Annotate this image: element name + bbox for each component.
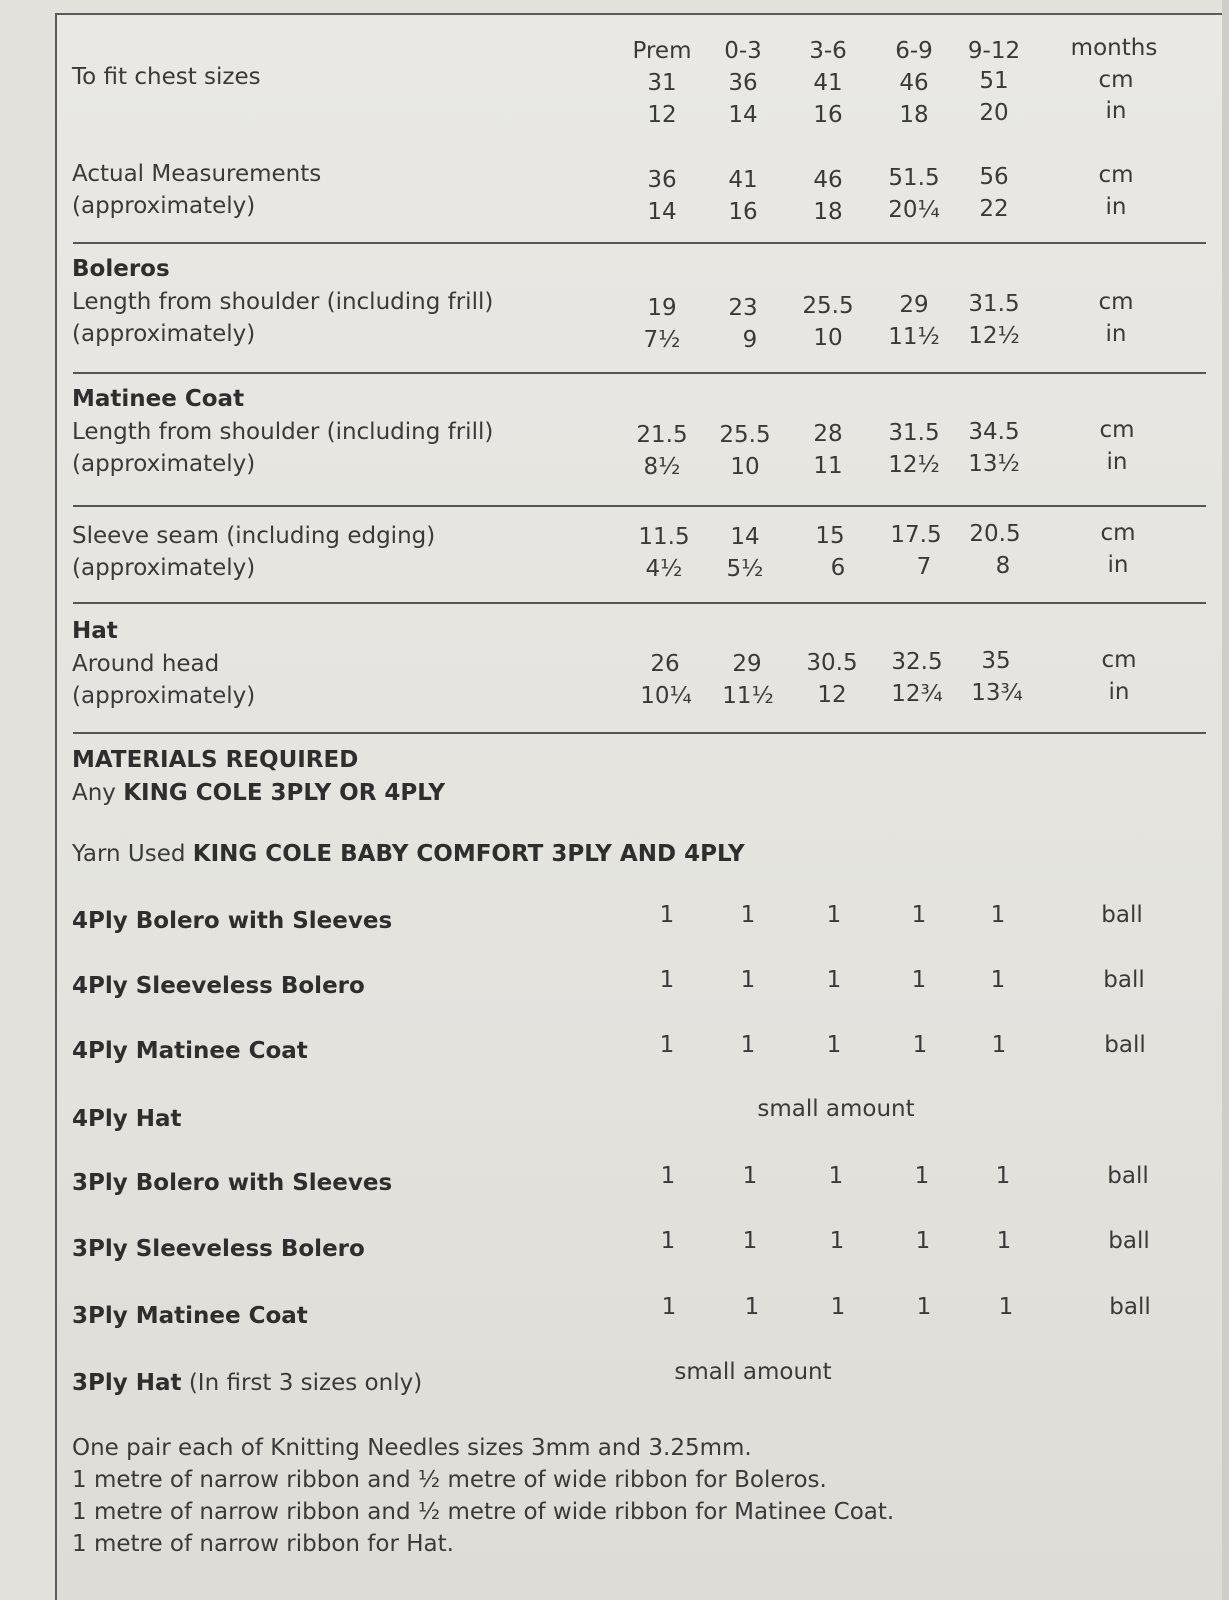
- boleros-title: Boleros: [72, 256, 170, 282]
- hat-cm: 32.5: [891, 649, 943, 675]
- actual-label: Actual Measurements: [72, 161, 322, 187]
- unit-cm: cm: [1098, 162, 1134, 188]
- materials-heading: MATERIALS REQUIRED: [72, 747, 359, 773]
- chest-in: 14: [728, 102, 758, 128]
- material-qty: 1: [911, 902, 927, 928]
- sleeve-cm: 17.5: [890, 522, 942, 548]
- hat-cm: 29: [732, 651, 762, 677]
- material-qty: 1: [990, 967, 1006, 993]
- material-qty: 1: [660, 1228, 676, 1254]
- divider: [73, 242, 1206, 244]
- material-name: 4Ply Sleeveless Bolero: [72, 973, 365, 999]
- unit-cm: cm: [1099, 417, 1135, 443]
- chest-cm: 36: [728, 70, 758, 96]
- sleeve-cm: 20.5: [969, 521, 1021, 547]
- material-name: 4Ply Bolero with Sleeves: [72, 908, 393, 934]
- chest-cm: 41: [813, 70, 843, 96]
- material-qty: 1: [740, 902, 756, 928]
- material-qty: 1: [659, 902, 675, 928]
- matinee-cm: 31.5: [888, 420, 940, 446]
- actual-cm: 51.5: [888, 165, 940, 191]
- material-qty: 1: [991, 1032, 1007, 1058]
- unit-cm: cm: [1098, 67, 1134, 93]
- chest-cm: 51: [979, 68, 1009, 94]
- yarn-prefix: Yarn Used: [72, 841, 193, 867]
- size-header: 3-6: [809, 38, 847, 64]
- material-unit: ball: [1103, 967, 1145, 993]
- sleeve-label: Sleeve seam (including edging): [72, 523, 436, 549]
- hat-title: Hat: [72, 618, 118, 644]
- note-line: 1 metre of narrow ribbon for Hat.: [72, 1531, 454, 1557]
- approx-label: (approximately): [72, 451, 256, 477]
- chest-in: 20: [979, 100, 1009, 126]
- approx-label: (approximately): [72, 683, 256, 709]
- chest-label: To fit chest sizes: [72, 64, 261, 90]
- unit-cm: cm: [1098, 289, 1134, 315]
- size-header: 0-3: [724, 38, 762, 64]
- matinee-cm: 21.5: [636, 422, 688, 448]
- hat-in: 12: [817, 682, 847, 708]
- unit-in: in: [1105, 321, 1127, 347]
- material-qty: 1: [826, 967, 842, 993]
- material-qty: 1: [659, 1032, 675, 1058]
- boleros-label: Length from shoulder (including frill): [72, 289, 494, 315]
- material-qty: 1: [998, 1294, 1014, 1320]
- sleeve-cm: 14: [730, 524, 760, 550]
- material-qty: 1: [990, 902, 1006, 928]
- material-qty: 1: [915, 1228, 931, 1254]
- matinee-in: 10: [730, 454, 760, 480]
- material-amount: small amount: [757, 1096, 915, 1122]
- material-qty: 1: [659, 967, 675, 993]
- actual-cm: 46: [813, 167, 843, 193]
- material-qty: 1: [829, 1228, 845, 1254]
- boleros-cm: 29: [899, 292, 929, 318]
- divider: [73, 732, 1206, 734]
- size-header: 9-12: [967, 38, 1021, 64]
- actual-cm: 36: [647, 167, 677, 193]
- note-line: 1 metre of narrow ribbon and ½ metre of wide ribbon for Matinee Coat.: [72, 1499, 895, 1525]
- material-name: 3Ply Hat: [72, 1370, 182, 1396]
- material-qty: 1: [661, 1294, 677, 1320]
- material-qty: 1: [740, 967, 756, 993]
- matinee-in: 11: [813, 453, 843, 479]
- material-note: (In first 3 sizes only): [181, 1370, 423, 1396]
- divider: [73, 505, 1206, 507]
- any-yarn-brand: KING COLE 3PLY OR 4PLY: [123, 780, 446, 806]
- note-line: One pair each of Knitting Needles sizes 3mm and 3.25mm.: [72, 1435, 752, 1461]
- chest-cm: 31: [647, 70, 677, 96]
- material-qty: 1: [914, 1163, 930, 1189]
- hat-in: 10¼: [640, 683, 692, 709]
- note-line: 1 metre of narrow ribbon and ½ metre of wide ribbon for Boleros.: [72, 1467, 827, 1493]
- material-unit: ball: [1101, 902, 1143, 928]
- material-name: 3Ply Bolero with Sleeves: [72, 1170, 393, 1196]
- actual-in: 18: [813, 199, 843, 225]
- matinee-label: Length from shoulder (including frill): [72, 419, 494, 445]
- divider: [73, 602, 1206, 604]
- sleeve-in: 5½: [726, 556, 764, 582]
- sleeve-in: 4½: [645, 556, 683, 582]
- material-qty: 1: [916, 1294, 932, 1320]
- actual-cm: 41: [728, 167, 758, 193]
- size-header: Prem: [632, 38, 692, 64]
- actual-cm: 56: [979, 164, 1009, 190]
- material-amount: small amount: [674, 1359, 832, 1385]
- hat-cm: 30.5: [806, 650, 858, 676]
- sleeve-in: 7: [916, 554, 932, 580]
- hat-in: 11½: [722, 683, 774, 709]
- chest-in: 18: [899, 102, 929, 128]
- chest-cm: 46: [899, 70, 929, 96]
- size-header: 6-9: [895, 38, 933, 64]
- approx-label: (approximately): [72, 555, 256, 581]
- unit-in: in: [1105, 194, 1127, 220]
- hat-cm: 26: [650, 651, 680, 677]
- material-qty: 1: [742, 1228, 758, 1254]
- hat-in: 13¾: [971, 680, 1023, 706]
- matinee-cm: 25.5: [719, 422, 771, 448]
- boleros-cm: 19: [647, 295, 677, 321]
- boleros-cm: 31.5: [968, 291, 1020, 317]
- material-qty: 1: [828, 1163, 844, 1189]
- boleros-in: 9: [742, 327, 758, 353]
- chest-in: 12: [647, 102, 677, 128]
- actual-in: 22: [979, 196, 1009, 222]
- material-qty: 1: [995, 1163, 1011, 1189]
- unit-cm: cm: [1101, 647, 1137, 673]
- material-qty: 1: [660, 1163, 676, 1189]
- material-name-line: [72, 1369, 422, 1397]
- material-qty: 1: [742, 1163, 758, 1189]
- material-unit: ball: [1109, 1294, 1151, 1320]
- actual-in: 16: [728, 199, 758, 225]
- hat-label: Around head: [72, 651, 220, 677]
- approx-label: (approximately): [72, 193, 256, 219]
- any-prefix: Any: [72, 780, 124, 806]
- matinee-cm: 28: [813, 421, 843, 447]
- sleeve-in: 8: [995, 553, 1011, 579]
- material-qty: 1: [911, 967, 927, 993]
- yarn-used-brand: KING COLE BABY COMFORT 3PLY AND 4PLY: [192, 841, 745, 867]
- material-qty: 1: [826, 1032, 842, 1058]
- divider: [73, 372, 1206, 374]
- material-name: 3Ply Matinee Coat: [72, 1303, 308, 1329]
- matinee-in: 8½: [643, 454, 681, 480]
- page-edge: [1222, 0, 1229, 1600]
- boleros-in: 11½: [888, 324, 940, 350]
- material-name: 4Ply Matinee Coat: [72, 1038, 308, 1064]
- unit-months: months: [1070, 35, 1158, 61]
- matinee-cm: 34.5: [968, 419, 1020, 445]
- boleros-cm: 25.5: [802, 293, 854, 319]
- unit-cm: cm: [1100, 520, 1136, 546]
- boleros-in: 12½: [968, 323, 1020, 349]
- chest-in: 16: [813, 102, 843, 128]
- unit-in: in: [1106, 449, 1128, 475]
- sleeve-cm: 11.5: [638, 524, 690, 550]
- boleros-in: 10: [813, 325, 843, 351]
- sleeve-cm: 15: [815, 523, 845, 549]
- yarn-used-line: [72, 840, 745, 868]
- boleros-in: 7½: [643, 327, 681, 353]
- unit-in: in: [1108, 679, 1130, 705]
- material-unit: ball: [1104, 1032, 1146, 1058]
- material-qty: 1: [740, 1032, 756, 1058]
- material-qty: 1: [744, 1294, 760, 1320]
- material-qty: 1: [912, 1032, 928, 1058]
- boleros-cm: 23: [728, 295, 758, 321]
- material-unit: ball: [1108, 1228, 1150, 1254]
- unit-in: in: [1105, 98, 1127, 124]
- actual-in: 14: [647, 199, 677, 225]
- material-qty: 1: [826, 902, 842, 928]
- sleeve-in: 6: [830, 555, 846, 581]
- hat-cm: 35: [981, 648, 1011, 674]
- material-unit: ball: [1107, 1163, 1149, 1189]
- material-name: 3Ply Sleeveless Bolero: [72, 1236, 365, 1262]
- matinee-in: 12½: [888, 452, 940, 478]
- hat-in: 12¾: [891, 681, 943, 707]
- matinee-in: 13½: [968, 451, 1020, 477]
- actual-in: 20¼: [888, 197, 940, 223]
- material-qty: 1: [830, 1294, 846, 1320]
- approx-label: (approximately): [72, 321, 256, 347]
- unit-in: in: [1107, 552, 1129, 578]
- material-qty: 1: [996, 1228, 1012, 1254]
- material-name: 4Ply Hat: [72, 1106, 182, 1132]
- matinee-title: Matinee Coat: [72, 386, 245, 412]
- any-yarn-line: [72, 779, 445, 807]
